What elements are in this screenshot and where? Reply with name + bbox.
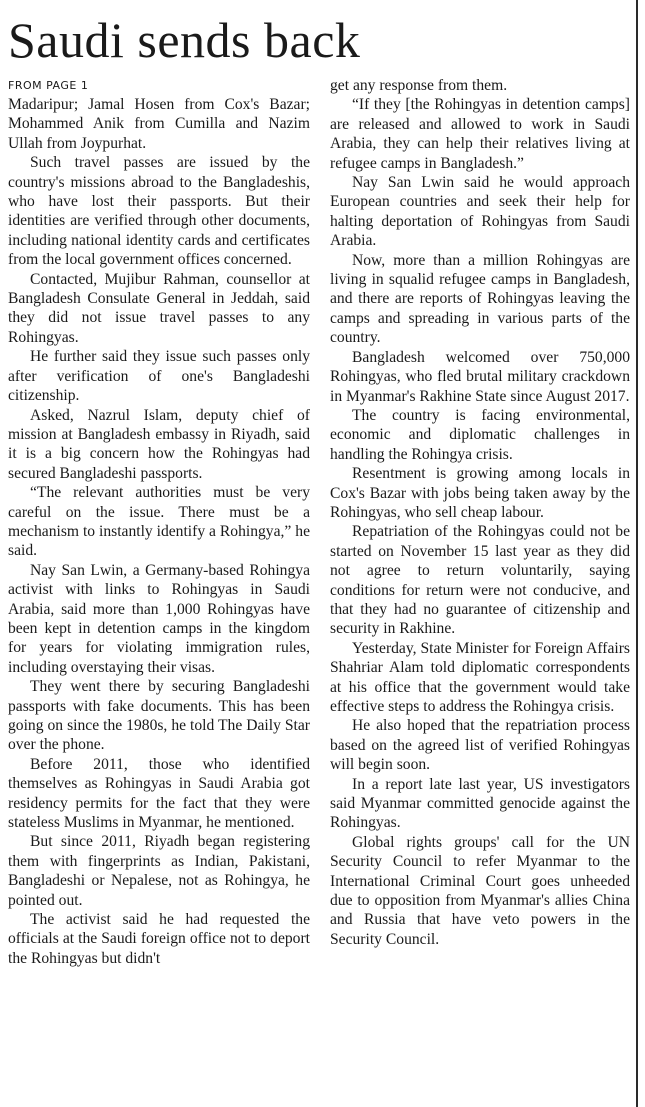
paragraph: “If they [the Rohingyas in detention camps] are released and allowed to work in Saudi Arabia, they can help their relatives living at refugee camps in Bangladesh.” [330, 96, 630, 172]
paragraph: He also hoped that the repatriation process based on the agreed list of verified Rohingyas will begin soon. [330, 717, 630, 774]
paragraph: Asked, Nazrul Islam, deputy chief of mission at Bangladesh embassy in Riyadh, said it is a big concern how the Rohingyas had secured Bangladeshi passports. [8, 406, 310, 482]
jump-label: FROM PAGE 1 [8, 79, 89, 92]
paragraph: Nay San Lwin, a Germany-based Rohingya activist with links to Rohingyas in Saudi Arabia, said more than 1,000 Rohingyas have been kept in detention camps in the kingdom for years for violating immigration rules, including overstaying their visas. [8, 561, 310, 676]
paragraph: Now, more than a million Rohingyas are living in squalid refugee camps in Bangladesh, and there are reports of Rohingyas leaving the camps and spreading in various parts of the country. [330, 251, 630, 347]
paragraph: Bangladesh welcomed over 750,000 Rohingyas, who fled brutal military crackdown in Myanmar's Rakhine State since August 2017. [330, 348, 630, 405]
paragraph: Repatriation of the Rohingyas could not be started on November 15 last year as they did not agree to return voluntarily, saying conditions for return were not conducive, and that they had no guarantee of citizenship and security in Rakhine. [330, 523, 630, 638]
paragraph: Nay San Lwin said he would approach European countries and seek their help for halting deportation of Rohingyas from Saudi Arabia. [330, 174, 630, 250]
paragraph: Before 2011, those who identified themselves as Rohingyas in Saudi Arabia got residency permits for the fact that they were stateless Muslims in Myanmar, he mentioned. [8, 755, 310, 832]
paragraph: He further said they issue such passes only after verification of one's Bangladeshi citizenship. [8, 348, 310, 405]
paragraph: In a report late last year, US investigators said Myanmar committed genocide against the Rohingyas. [330, 775, 630, 832]
paragraph: Resentment is growing among locals in Cox's Bazar with jobs being taken away by the Rohingyas, who sell cheap labour. [330, 465, 630, 521]
paragraph: “The relevant authorities must be very careful on the issue. There must be a mechanism to instantly identify a Rohingya,” he said. [8, 484, 310, 560]
paragraph: Contacted, Mujibur Rahman, counsellor at Bangladesh Consulate General in Jeddah, said they did not issue travel passes to any Rohingyas. [8, 270, 310, 346]
paragraph: Such travel passes are issued by the country's missions abroad to the Bangladeshis, who have lost their passports. But their identities are verified through other documents, including national identity cards and certificates from the local government offices concerned. [8, 154, 310, 269]
paragraph: The country is facing environmental, economic and diplomatic challenges in handling the Rohingya crisis. [330, 406, 630, 463]
paragraph: Madaripur; Jamal Hosen from Cox's Bazar; Mohammed Anik from Cumilla and Nazim Ullah from Joypurhat. [8, 96, 310, 152]
article-column-right [330, 76, 630, 949]
paragraph: Global rights groups' call for the UN Security Council to refer Myanmar to the International Criminal Court goes unheeded due to opposition from Myanmar's allies China and Russia that have veto powers in the Security Council. [330, 833, 630, 948]
paragraph: get any response from them. [330, 77, 508, 94]
article-column-left [8, 76, 310, 968]
paragraph: Yesterday, State Minister for Foreign Affairs Shahriar Alam told diplomatic correspondents at his office that the government would take effective steps to address the Rohingya crisis. [330, 639, 630, 715]
paragraph: They went there by securing Bangladeshi passports with fake documents. This has been going on since the 1980s, he told The Daily Star over the phone. [8, 678, 310, 754]
headline: Saudi sends back [8, 12, 361, 68]
paragraph: But since 2011, Riyadh began registering them with fingerprints as Indian, Pakistani, Bangladeshi or Nepalese, not as Rohingya, he pointed out. [8, 833, 310, 909]
paragraph: The activist said he had requested the officials at the Saudi foreign office not to deport the Rohingyas but didn't [8, 911, 310, 967]
column-rule [636, 0, 638, 1107]
